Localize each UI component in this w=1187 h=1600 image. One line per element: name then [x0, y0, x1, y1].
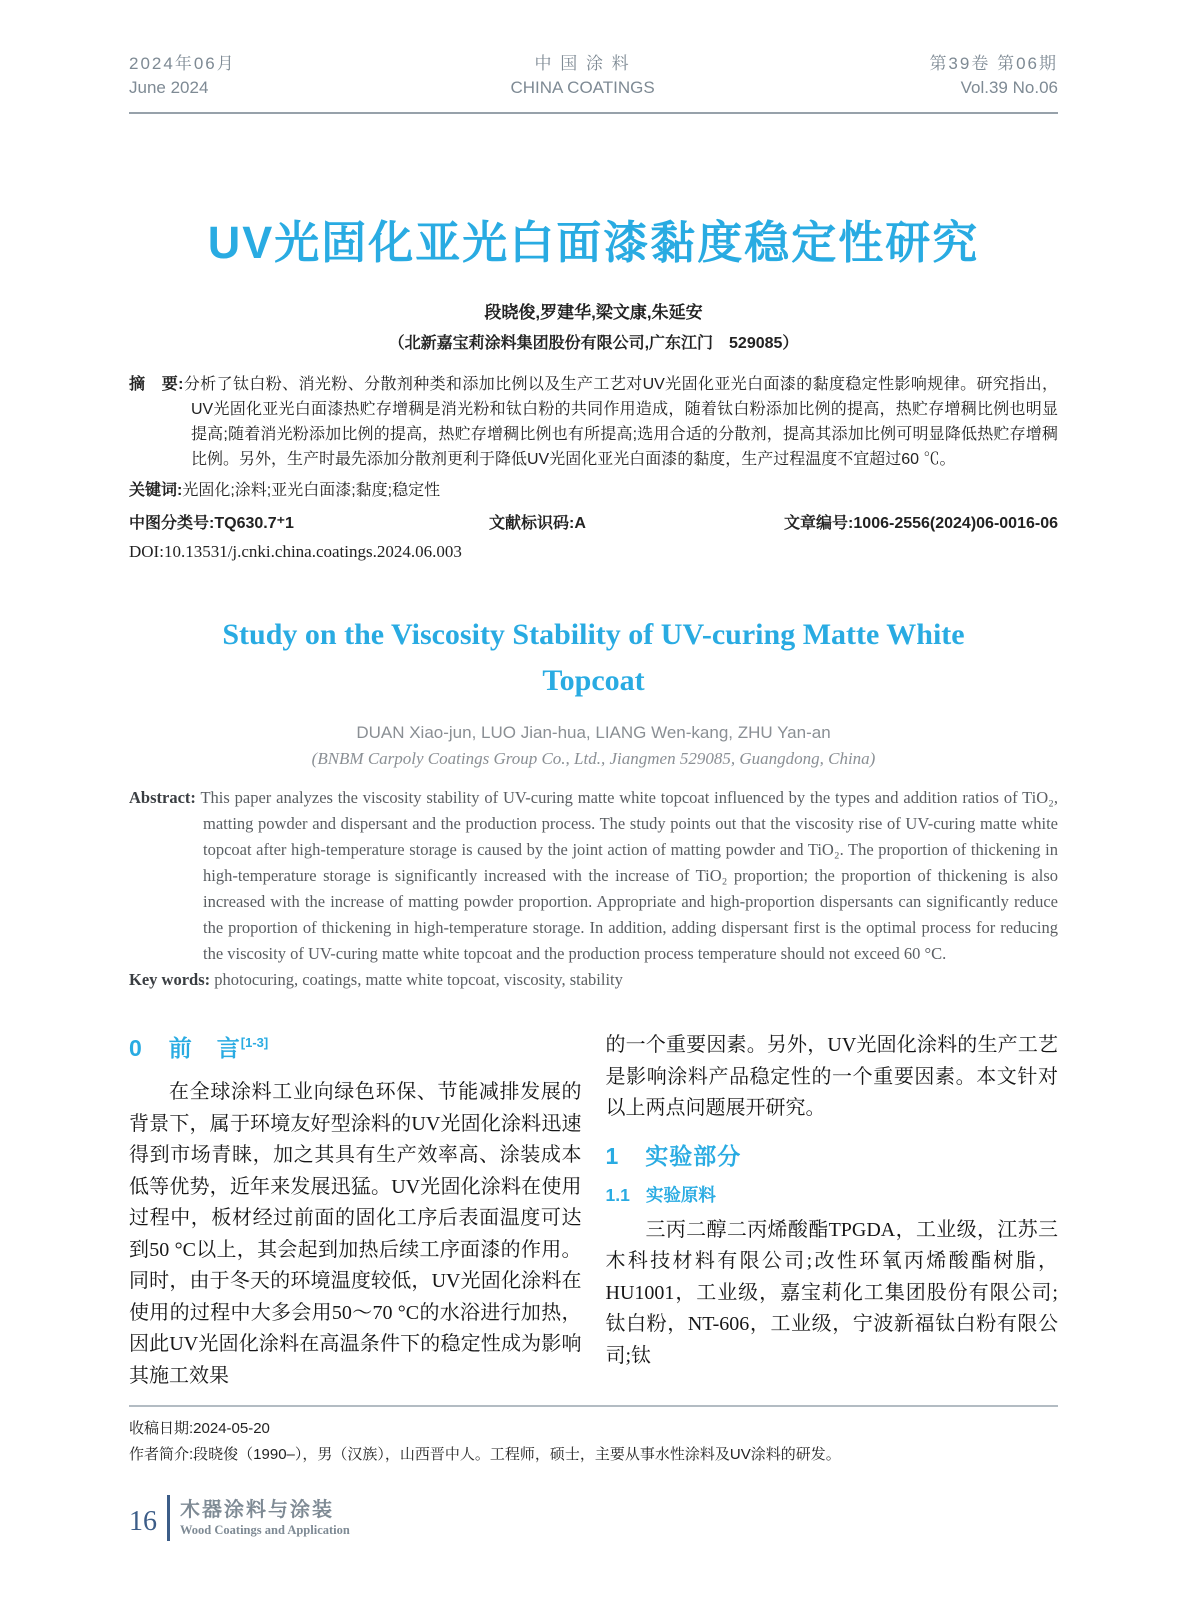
left-column	[129, 1028, 582, 1392]
footer-divider-bar	[167, 1495, 170, 1541]
keywords-en-text: photocuring, coatings, matte white topcoat, viscosity, stability	[214, 970, 623, 989]
page-footer	[129, 1495, 1058, 1541]
document-code-value: A	[574, 515, 586, 532]
authors-cn: 段晓俊,罗建华,梁文康,朱延安	[484, 303, 703, 322]
article-number	[759, 510, 1058, 533]
section-1-1-title: 实验原料	[645, 1184, 716, 1205]
clc-label: 中图分类号:	[129, 515, 215, 532]
section-1-number: 1	[605, 1142, 620, 1169]
header-journal-en: CHINA COATINGS	[510, 78, 655, 97]
keywords-cn-label: 关键词:	[129, 482, 183, 499]
article-title-cn: UV光固化亚光白面漆黏度稳定性研究	[207, 217, 980, 268]
section-heading-1-1	[606, 1183, 1059, 1207]
right-column	[606, 1028, 1059, 1392]
article-title-en-line2: Topcoat	[542, 664, 645, 697]
header-date-en: June 2024	[129, 78, 209, 97]
header-date-cn: 2024年06月	[129, 54, 236, 73]
author-bio	[129, 1442, 1058, 1468]
article-title-en	[129, 612, 1058, 704]
abstract-cn-text: 分析了钛白粉、消光粉、分散剂种类和添加比例以及生产工艺对UV光固化亚光白面漆的黏度稳定性影响规律。研究指出，UV光固化亚光白面漆热贮存增稠是消光粉和钛白粉的共同作用造成，随着钛白粉添加比例的提高，热贮存增稠比例也明显提高;随着消光粉添加比例的提高，热贮存增稠比例也有所提高;选用合适的分散剂，提高其添加比例可明显降低热贮存增稠比例。另外，生产时最先添加分散剂更利于降低UV光固化亚光白面漆的黏度，生产过程温度不宜超过60 ℃。	[183, 376, 1058, 468]
clc-value: TQ630.7⁺1	[214, 515, 294, 532]
section-1-title: 实验部分	[645, 1142, 742, 1169]
meta-row	[129, 510, 1058, 533]
journal-header	[129, 52, 1058, 100]
keywords-cn	[129, 477, 1058, 500]
intro-paragraph: 在全球涂料工业向绿色环保、节能减排发展的背景下，属于环境友好型涂料的UV光固化涂料迅速得到市场青睐，加之其具有生产效率高、涂装成本低等优势，近年来发展迅猛。UV光固化涂料在使用过程中，板材经过前面的固化工序后表面温度可达到50 °C以上，其会起到加热后续工序面漆的作用。同时，由于冬天的环境温度较低，UV光固化涂料在使用的过程中大多会用50～70 °C的水浴进行加热，因此UV光固化涂料在高温条件下的稳定性成为影响其施工效果	[129, 1081, 582, 1387]
clc-number	[129, 510, 489, 533]
header-divider	[129, 112, 1058, 114]
footnote-block	[129, 1416, 1058, 1468]
abstract-en-label: Abstract:	[129, 788, 196, 807]
doi: DOI:10.13531/j.cnki.china.coatings.2024.06.003	[129, 542, 462, 561]
authors-en: DUAN Xiao-jun, LUO Jian-hua, LIANG Wen-kang, ZHU Yan-an	[356, 723, 831, 742]
page-number: 16	[129, 1506, 157, 1537]
abstract-en-text: This paper analyzes the viscosity stability of UV-curing matte white topcoat influenced by the types and addition ratios of TiO₂, matting powder and dispersant and the production process. The study points out that the viscosity rise of UV-curing matte white topcoat after high-temperature storage is caused by the joint action of matting powder and TiO₂. The proportion of thickening in high-temperature storage is significantly increased with the increase of TiO₂ proportion; the proportion of thickening is also increased with the increase of matting powder proportion. Appropriate and high-proportion dispersants can significantly reduce the proportion of thickening in high-temperature storage. In addition, adding dispersant first is the optimal process for reducing the viscosity of UV-curing matte white topcoat and the production process temperature should not exceed 60 °C.	[200, 788, 1058, 963]
affiliation-cn: （北新嘉宝莉涂料集团股份有限公司,广东江门 529085）	[388, 335, 799, 352]
document-code	[489, 510, 759, 533]
keywords-en	[129, 970, 1058, 990]
received-date-label: 收稿日期:	[129, 1420, 194, 1437]
abstract-en	[129, 785, 1058, 967]
abstract-cn-label: 摘 要:	[129, 376, 184, 393]
header-journal-name	[510, 52, 654, 100]
body-columns	[129, 1028, 1058, 1392]
author-bio-label: 作者简介:	[129, 1446, 194, 1463]
article-number-value: 1006-2556(2024)06-0016-06	[853, 515, 1058, 532]
section-0-ref-superscript: [1-3]	[240, 1035, 269, 1050]
header-issue	[929, 52, 1058, 100]
received-date-value: 2024-05-20	[193, 1420, 270, 1437]
keywords-en-label: Key words:	[129, 970, 211, 989]
received-date	[129, 1416, 1058, 1442]
document-code-label: 文献标识码:	[489, 515, 575, 532]
header-journal-cn: 中 国 涂 料	[534, 54, 631, 73]
article-number-label: 文章编号:	[784, 515, 854, 532]
section-0-number: 0	[129, 1035, 143, 1061]
article-title-en-line1: Study on the Viscosity Stability of UV-curing Matte White	[222, 618, 965, 651]
footnote-divider	[129, 1405, 1058, 1407]
intro-paragraph-continued: 的一个重要因素。另外，UV光固化涂料的生产工艺是影响涂料产品稳定性的一个重要因素。本文针对以上两点问题展开研究。	[605, 1034, 1058, 1119]
header-issue-cn: 第39卷 第06期	[929, 54, 1058, 73]
section-1-1-number: 1.1	[605, 1184, 630, 1205]
section-0-title: 前 言	[168, 1035, 241, 1061]
footer-journal-section	[180, 1498, 350, 1538]
author-bio-value: 段晓俊（1990–），男（汉族），山西晋中人。工程师，硕士，主要从事水性涂料及UV涂料的研发。	[193, 1446, 841, 1463]
header-date	[129, 52, 236, 100]
footer-section-cn: 木器涂料与涂装	[180, 1499, 334, 1521]
keywords-cn-text: 光固化;涂料;亚光白面漆;黏度;稳定性	[182, 482, 441, 499]
section-heading-1	[606, 1141, 1059, 1171]
abstract-cn	[129, 372, 1058, 472]
header-issue-en: Vol.39 No.06	[960, 78, 1058, 97]
section-heading-0	[129, 1028, 582, 1063]
footer-section-en: Wood Coatings and Application	[180, 1523, 350, 1537]
materials-paragraph: 三丙二醇二丙烯酸酯TPGDA，工业级，江苏三木科技材料有限公司;改性环氧丙烯酸酯树脂，HU1001，工业级，嘉宝莉化工集团股份有限公司;钛白粉，NT-606，工业级，宁波新福钛白粉有限公司;钛	[605, 1218, 1058, 1367]
affiliation-en: (BNBM Carpoly Coatings Group Co., Ltd., Jiangmen 529085, Guangdong, China)	[311, 749, 876, 768]
